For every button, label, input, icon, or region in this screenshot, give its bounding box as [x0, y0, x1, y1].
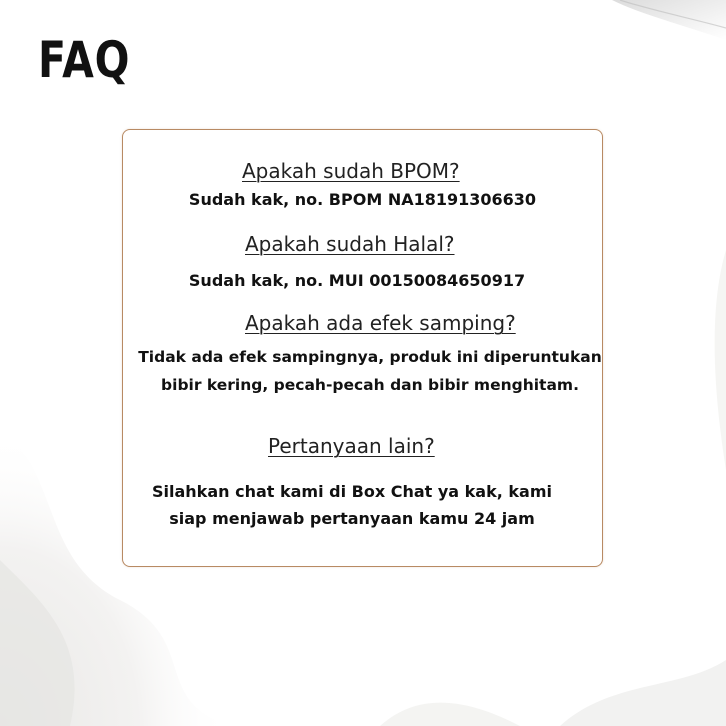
faq-question-bpom: Apakah sudah BPOM?: [242, 159, 460, 183]
faq-question-side-effects: Apakah ada efek samping?: [245, 311, 516, 335]
faq-answer-bpom: [122, 188, 603, 212]
faq-answer-other: [122, 478, 582, 532]
faq-answer-line: bibir kering, pecah-pecah dan bibir menghitam.: [161, 376, 579, 394]
faq-answer-line: Sudah kak, no. MUI 00150084650917: [188, 271, 526, 290]
faq-answer-halal: [122, 269, 592, 293]
faq-answer-side-effects: [122, 343, 618, 399]
faq-answer-line: siap menjawab pertanyaan kamu 24 jam: [169, 509, 535, 528]
faq-question-other: Pertanyaan lain?: [268, 434, 435, 458]
faq-question-halal: Apakah sudah Halal?: [245, 232, 455, 256]
faq-answer-line: Sudah kak, no. BPOM NA18191306630: [188, 190, 537, 209]
faq-answer-line: Silahkan chat kami di Box Chat ya kak, kami: [152, 482, 552, 501]
page-title: FAQ: [38, 31, 131, 89]
faq-answer-line: Tidak ada efek sampingnya, produk ini diperuntukan: [138, 348, 602, 366]
